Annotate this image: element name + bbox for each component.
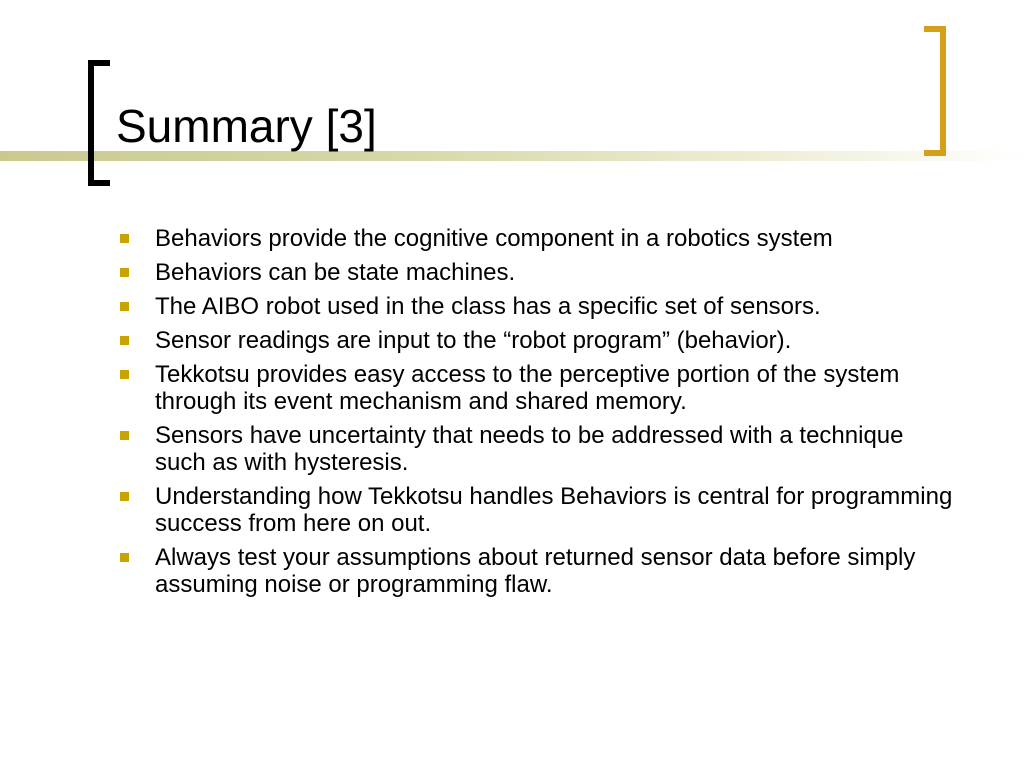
bullet-item	[120, 361, 960, 415]
bullet-item	[120, 483, 960, 537]
bullet-text: The AIBO robot used in the class has a specific set of sensors.	[155, 293, 821, 320]
bullet-text: Understanding how Tekkotsu handles Behaviors is central for programming success from here on out.	[155, 483, 953, 537]
bullet-text: Behaviors provide the cognitive component in a robotics system	[155, 225, 833, 252]
bullet-text: Behaviors can be state machines.	[155, 259, 516, 286]
square-bullet-icon	[120, 336, 129, 345]
bullet-text: Sensors have uncertainty that needs to be addressed with a technique such as with hysteresis.	[155, 422, 904, 476]
bullet-text: Always test your assumptions about returned sensor data before simply assuming noise or programming flaw.	[155, 544, 916, 598]
bullet-list	[120, 225, 960, 605]
square-bullet-icon	[120, 492, 129, 501]
bullet-text: Tekkotsu provides easy access to the perceptive portion of the system through its event mechanism and shared memory.	[155, 361, 900, 415]
bullet-text: Sensor readings are input to the “robot program” (behavior).	[155, 327, 792, 354]
square-bullet-icon	[120, 268, 129, 277]
title-divider-line	[0, 151, 1024, 161]
left-bracket-decoration	[88, 60, 110, 186]
square-bullet-icon	[120, 431, 129, 440]
bullet-item	[120, 225, 960, 252]
bullet-item	[120, 544, 960, 598]
slide-title: Summary [3]	[116, 100, 377, 152]
bullet-item	[120, 422, 960, 476]
bullet-item	[120, 293, 960, 320]
square-bullet-icon	[120, 234, 129, 243]
bullet-item	[120, 327, 960, 354]
square-bullet-icon	[120, 553, 129, 562]
square-bullet-icon	[120, 302, 129, 311]
square-bullet-icon	[120, 370, 129, 379]
bullet-item	[120, 259, 960, 286]
right-bracket-decoration	[924, 26, 946, 156]
